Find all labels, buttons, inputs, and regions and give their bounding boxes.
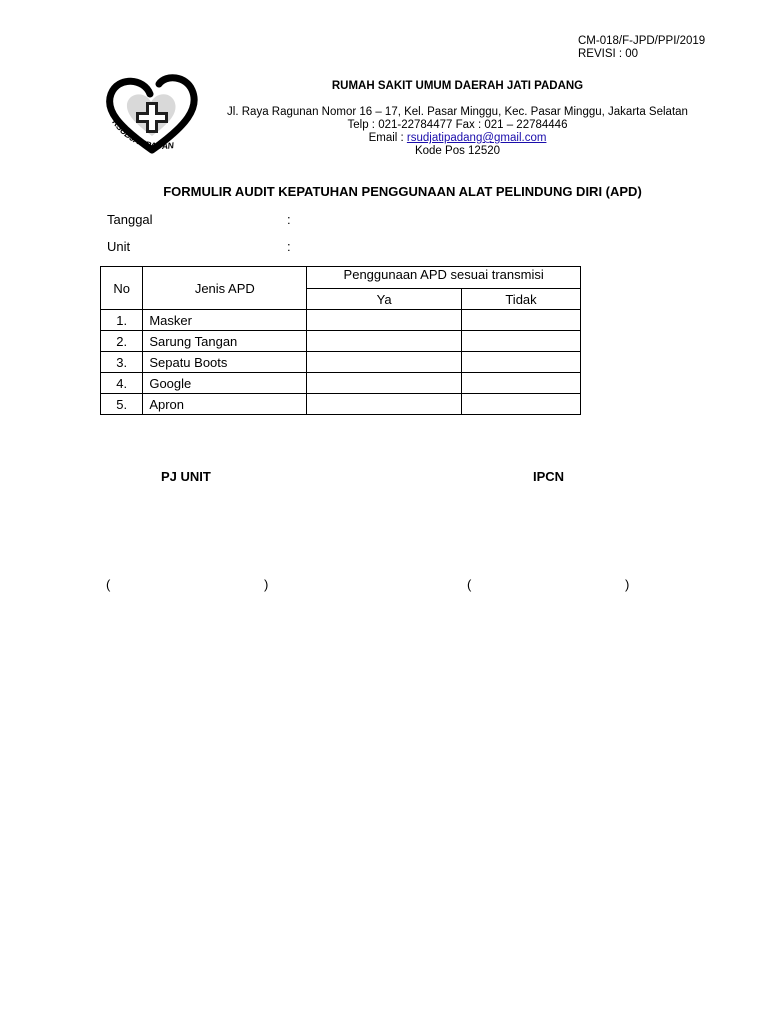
row-number: 3. [101,352,143,373]
left-signature-open-paren: ( [106,577,111,592]
date-separator: : [287,212,291,227]
row-number: 2. [101,331,143,352]
left-signature-close-paren: ) [264,577,269,592]
row-yes-cell[interactable] [307,352,462,373]
hospital-email-line [200,132,715,145]
row-apd-name: Apron [143,394,307,415]
table-row [101,310,581,331]
hospital-phone: Telp : 021-22784477 Fax : 021 – 22784446 [347,119,568,131]
hospital-address: Jl. Raya Ragunan Nomor 16 – 17, Kel. Pasar Minggu, Kec. Pasar Minggu, Jakarta Selatan [227,106,688,118]
header-no: No [101,267,143,310]
row-apd-name: Sepatu Boots [143,352,307,373]
email-label: Email : [368,132,407,144]
unit-field [107,239,291,254]
document-revision: REVISI : 00 [578,48,639,60]
hospital-postal-code: Kode Pos 12520 [414,145,501,157]
row-yes-cell[interactable] [307,373,462,394]
date-field [107,212,291,227]
row-apd-name: Masker [143,310,307,331]
row-no-cell[interactable] [462,352,581,373]
row-number: 1. [101,310,143,331]
form-title: FORMULIR AUDIT KEPATUHAN PENGGUNAAN ALAT PELINDUNG DIRI (APD) [163,184,642,199]
header-no-answer: Tidak [462,289,581,310]
apd-audit-table [100,266,581,415]
row-yes-cell[interactable] [307,394,462,415]
email-link[interactable]: rsudjatipadang@gmail.com [406,132,547,144]
header-yes: Ya [307,289,462,310]
hospital-name: RUMAH SAKIT UMUM DAERAH JATI PADANG [331,80,584,92]
signature-title-pj-unit: PJ UNIT [161,469,211,484]
row-no-cell[interactable] [462,331,581,352]
document-reference [578,35,705,61]
signature-title-ipcn: IPCN [533,469,565,484]
table-row [101,373,581,394]
unit-separator: : [287,239,291,254]
row-apd-name: Google [143,373,307,394]
logo-text: RSUDJATIPADAN [110,117,175,152]
unit-label: Unit [107,239,131,254]
hospital-logo-icon [104,72,200,156]
row-no-cell[interactable] [462,310,581,331]
document-code: CM-018/F-JPD/PPI/2019 [578,35,706,47]
row-yes-cell[interactable] [307,310,462,331]
date-label: Tanggal [107,212,153,227]
row-number: 5. [101,394,143,415]
table-row [101,394,581,415]
header-usage: Penggunaan APD sesuai transmisi [307,267,581,289]
right-signature-close-paren: ) [625,577,630,592]
row-no-cell[interactable] [462,373,581,394]
row-no-cell[interactable] [462,394,581,415]
row-number: 4. [101,373,143,394]
right-signature-open-paren: ( [467,577,472,592]
header-apd-type: Jenis APD [143,267,307,310]
row-yes-cell[interactable] [307,331,462,352]
table-row [101,331,581,352]
table-row [101,352,581,373]
row-apd-name: Sarung Tangan [143,331,307,352]
